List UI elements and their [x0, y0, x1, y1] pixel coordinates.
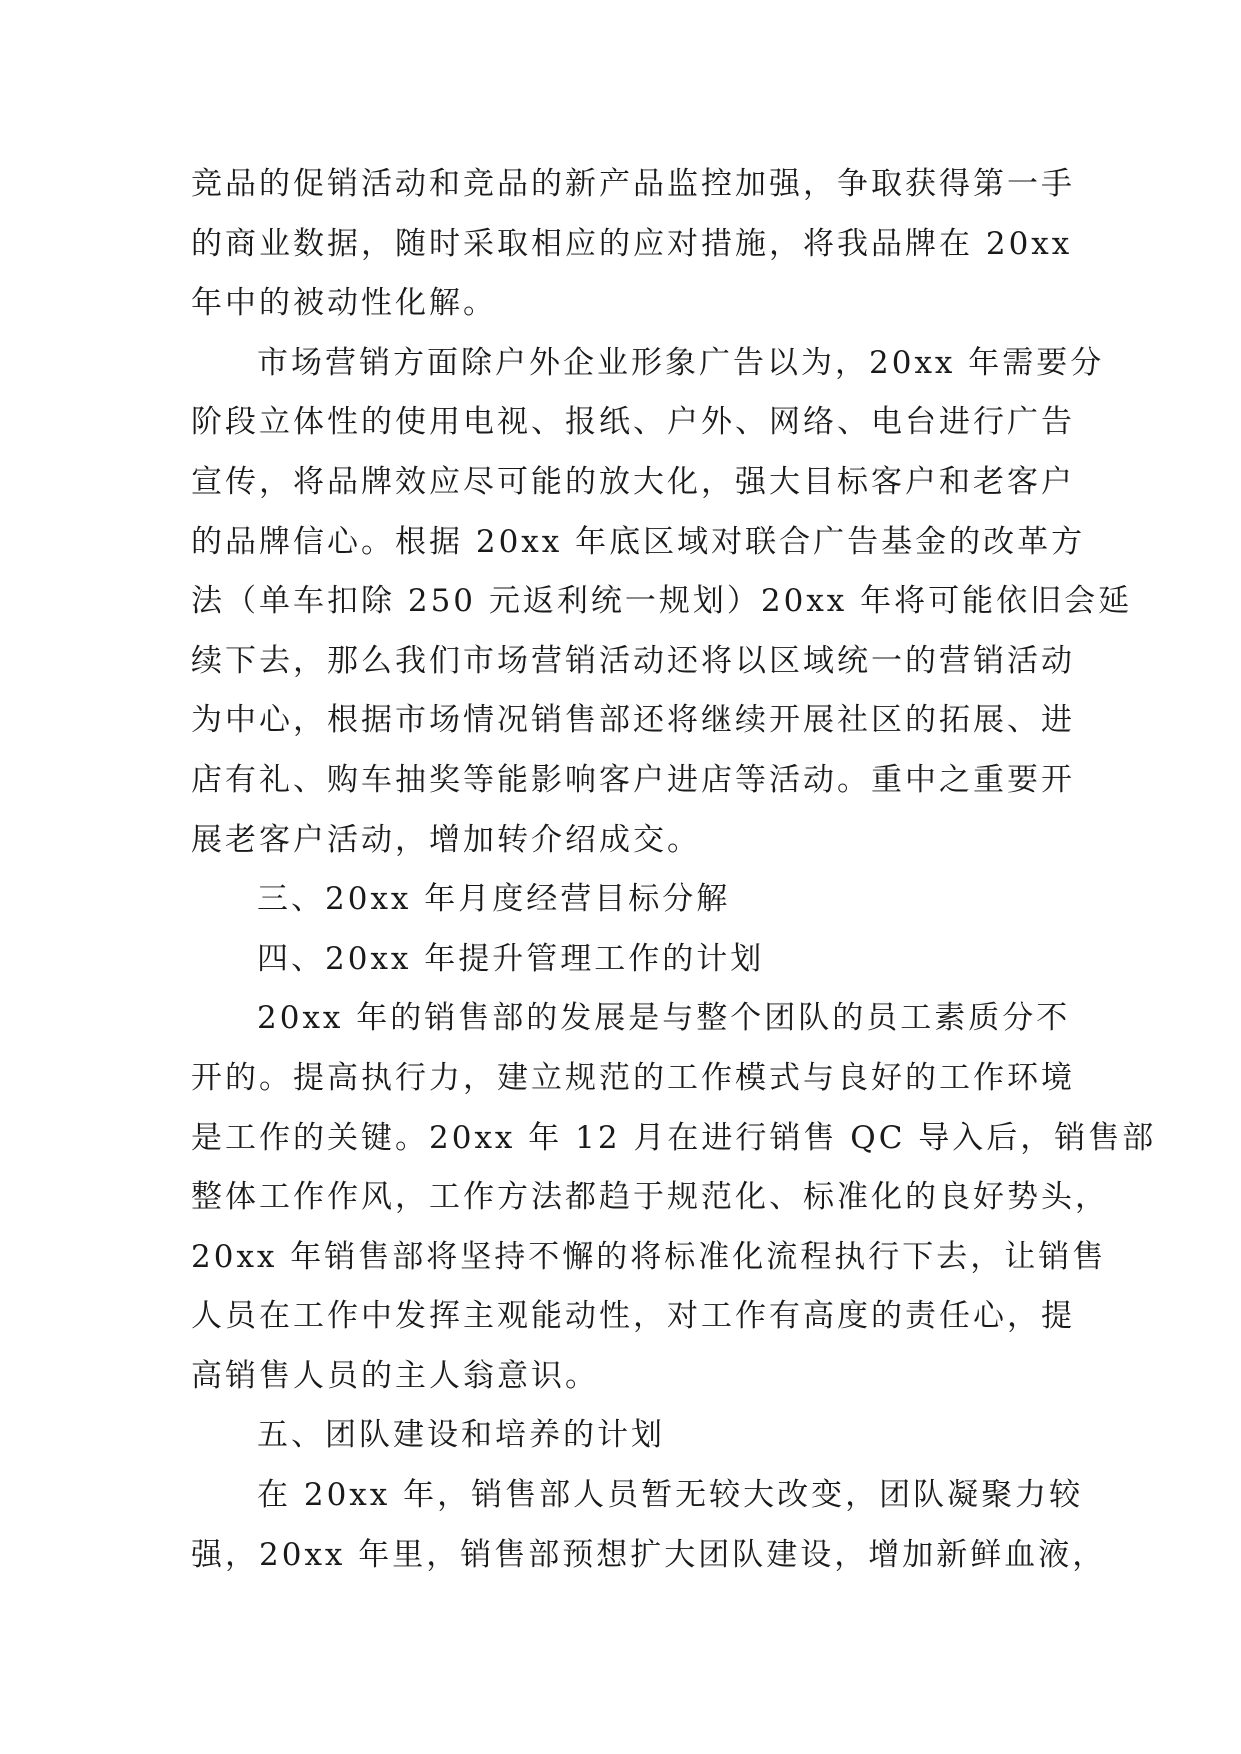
- text-line: 强，20xx 年里，销售部预想扩大团队建设，增加新鲜血液，: [191, 1536, 1107, 1573]
- text-line: 店有礼、购车抽奖等能影响客户进店等活动。重中之重要开: [191, 761, 1075, 798]
- text-line: 开的。提高执行力，建立规范的工作模式与良好的工作环境: [191, 1059, 1075, 1096]
- text-line: 20xx 年的销售部的发展是与整个团队的员工素质分不: [257, 1000, 1071, 1037]
- text-line: 展老客户活动，增加转介绍成交。: [191, 821, 701, 858]
- text-line: 人员在工作中发挥主观能动性，对工作有高度的责任心，提: [191, 1298, 1075, 1335]
- text-line: 四、20xx 年提升管理工作的计划: [257, 940, 765, 977]
- text-line: 20xx 年销售部将坚持不懈的将标准化流程执行下去，让销售: [191, 1238, 1107, 1275]
- text-line: 整体工作作风，工作方法都趋于规范化、标准化的良好势头，: [191, 1179, 1109, 1216]
- text-line: 在 20xx 年，销售部人员暂无较大改变，团队凝聚力较: [257, 1477, 1084, 1514]
- text-line: 竞品的促销活动和竞品的新产品监控加强，争取获得第一手: [191, 166, 1075, 202]
- text-line: 市场营销方面除户外企业形象广告以为，20xx 年需要分: [257, 344, 1105, 381]
- text-line: 五、团队建设和培养的计划: [257, 1417, 665, 1454]
- text-line: 宣传，将品牌效应尽可能的放大化，强大目标客户和老客户: [191, 463, 1075, 500]
- document-body: [191, 155, 1157, 1585]
- text-line: 年中的被动性化解。: [191, 285, 497, 322]
- text-line: 的品牌信心。根据 20xx 年底区域对联合广告基金的改革方: [191, 523, 1086, 560]
- text-line: 的商业数据，随时采取相应的应对措施，将我品牌在 20xx: [191, 225, 1073, 262]
- text-line: 高销售人员的主人翁意识。: [191, 1357, 599, 1394]
- text-line: 为中心，根据市场情况销售部还将继续开展社区的拓展、进: [191, 702, 1075, 739]
- text-line: 是工作的关键。20xx 年 12 月在进行销售 QC 导入后，销售部: [191, 1119, 1157, 1156]
- text-line: 续下去，那么我们市场营销活动还将以区域统一的营销活动: [191, 642, 1075, 679]
- text-line: 阶段立体性的使用电视、报纸、户外、网络、电台进行广告: [191, 404, 1075, 441]
- text-line: 三、20xx 年月度经营目标分解: [257, 881, 731, 918]
- text-line: 法（单车扣除 250 元返利统一规划）20xx 年将可能依旧会延: [191, 583, 1133, 620]
